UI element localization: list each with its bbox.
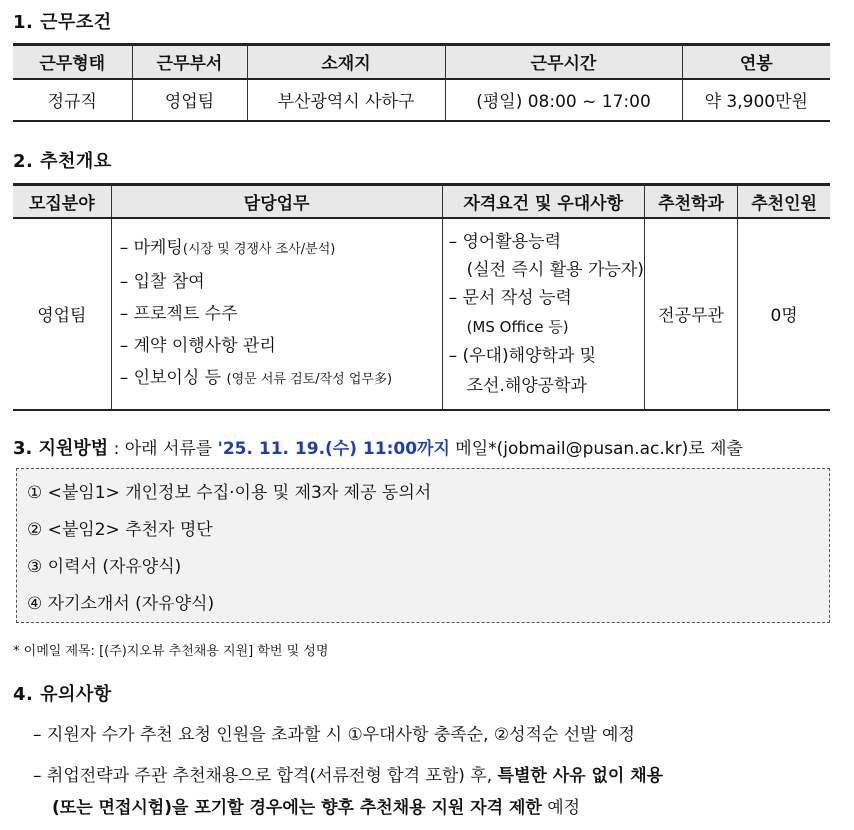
section-3-text: : 아래 서류를 (108, 439, 218, 459)
section-3-line (13, 434, 743, 460)
duty-item: – 입찰 참여 (119, 271, 205, 292)
submit-text: 로 제출 (688, 439, 743, 459)
header-dept: 추천학과 (644, 185, 737, 218)
section-4-title: 4. 유의사항 (13, 684, 112, 705)
header-qualifications: 자격요건 및 우대사항 (442, 185, 644, 218)
duties-list (111, 218, 442, 410)
cell-count: 0명 (738, 218, 830, 410)
email-address[interactable]: (jobmail@pusan.ac.kr) (496, 439, 689, 459)
header-department: 근무부서 (132, 45, 247, 79)
section-3-title: 3. 지원방법 (13, 438, 109, 459)
note-1: – 지원자 수가 추천 요청 인원을 초과할 시 ①우대사항 충족순, ②성적순 선발 예정 (33, 725, 635, 745)
cell-dept: 전공무관 (644, 218, 737, 410)
document-item: ① <붙임1> 개인정보 수집·이용 및 제3자 제공 동의서 (27, 483, 432, 503)
qual-note: (MS Office 등) (466, 317, 569, 336)
qual-item: – (우대)해양학과 및 (448, 345, 597, 366)
document-item: ④ 자기소개서 (자유양식) (27, 594, 215, 614)
document-item: ③ 이력서 (자유양식) (27, 557, 182, 577)
header-duties: 담당업무 (111, 185, 442, 218)
qual-item: – 영어활용능력 (448, 231, 562, 252)
note-2-cont: (또는 면접시험)을 포기할 경우에는 향후 추천채용 지원 자격 제한 예정 (52, 798, 581, 818)
header-work-type: 근무형태 (13, 45, 132, 79)
qual-note: (실전 즉시 활용 가능자) (466, 259, 644, 280)
qualifications-list (442, 218, 644, 410)
qual-item: 조선.해양공학과 (466, 375, 587, 396)
section-2-title: 2. 추천개요 (13, 151, 112, 172)
documents-box (16, 468, 830, 623)
header-field: 모집분야 (13, 185, 111, 218)
header-salary: 연봉 (682, 45, 830, 79)
qual-item: – 문서 작성 능력 (448, 287, 572, 308)
section-1-title: 1. 근무조건 (13, 12, 112, 33)
cell-work-type: 정규직 (13, 79, 132, 121)
mail-text: 메일* (449, 439, 497, 459)
recommendation-table (13, 183, 830, 411)
cell-salary: 약 3,900만원 (682, 79, 830, 121)
cell-field: 영업팀 (13, 218, 111, 410)
work-conditions-table (13, 43, 830, 122)
header-location: 소재지 (247, 45, 445, 79)
cell-work-hours: (평일) 08:00 ~ 17:00 (445, 79, 682, 121)
duty-item: – 마케팅(시장 및 경쟁사 조사/분석) (119, 237, 336, 258)
email-subject-footnote: * 이메일 제목: [(주)지오뷰 추천채용 지원] 학번 및 성명 (13, 644, 329, 659)
duty-item: – 프로젝트 수주 (119, 303, 238, 324)
header-count: 추천인원 (738, 185, 830, 218)
header-work-hours: 근무시간 (445, 45, 682, 79)
cell-department: 영업팀 (132, 79, 247, 121)
note-2: – 취업전략과 주관 추천채용으로 합격(서류전형 합격 포함) 후, 특별한 사유 없이 채용 (33, 766, 664, 786)
deadline: '25. 11. 19.(수) 11:00까지 (217, 439, 450, 459)
cell-location: 부산광역시 사하구 (247, 79, 445, 121)
document-item: ② <붙임2> 추천자 명단 (27, 520, 213, 540)
duty-item: – 계약 이행사항 관리 (119, 335, 276, 356)
duty-item: – 인보이싱 등 (영문 서류 검토/작성 업무多) (119, 367, 393, 388)
